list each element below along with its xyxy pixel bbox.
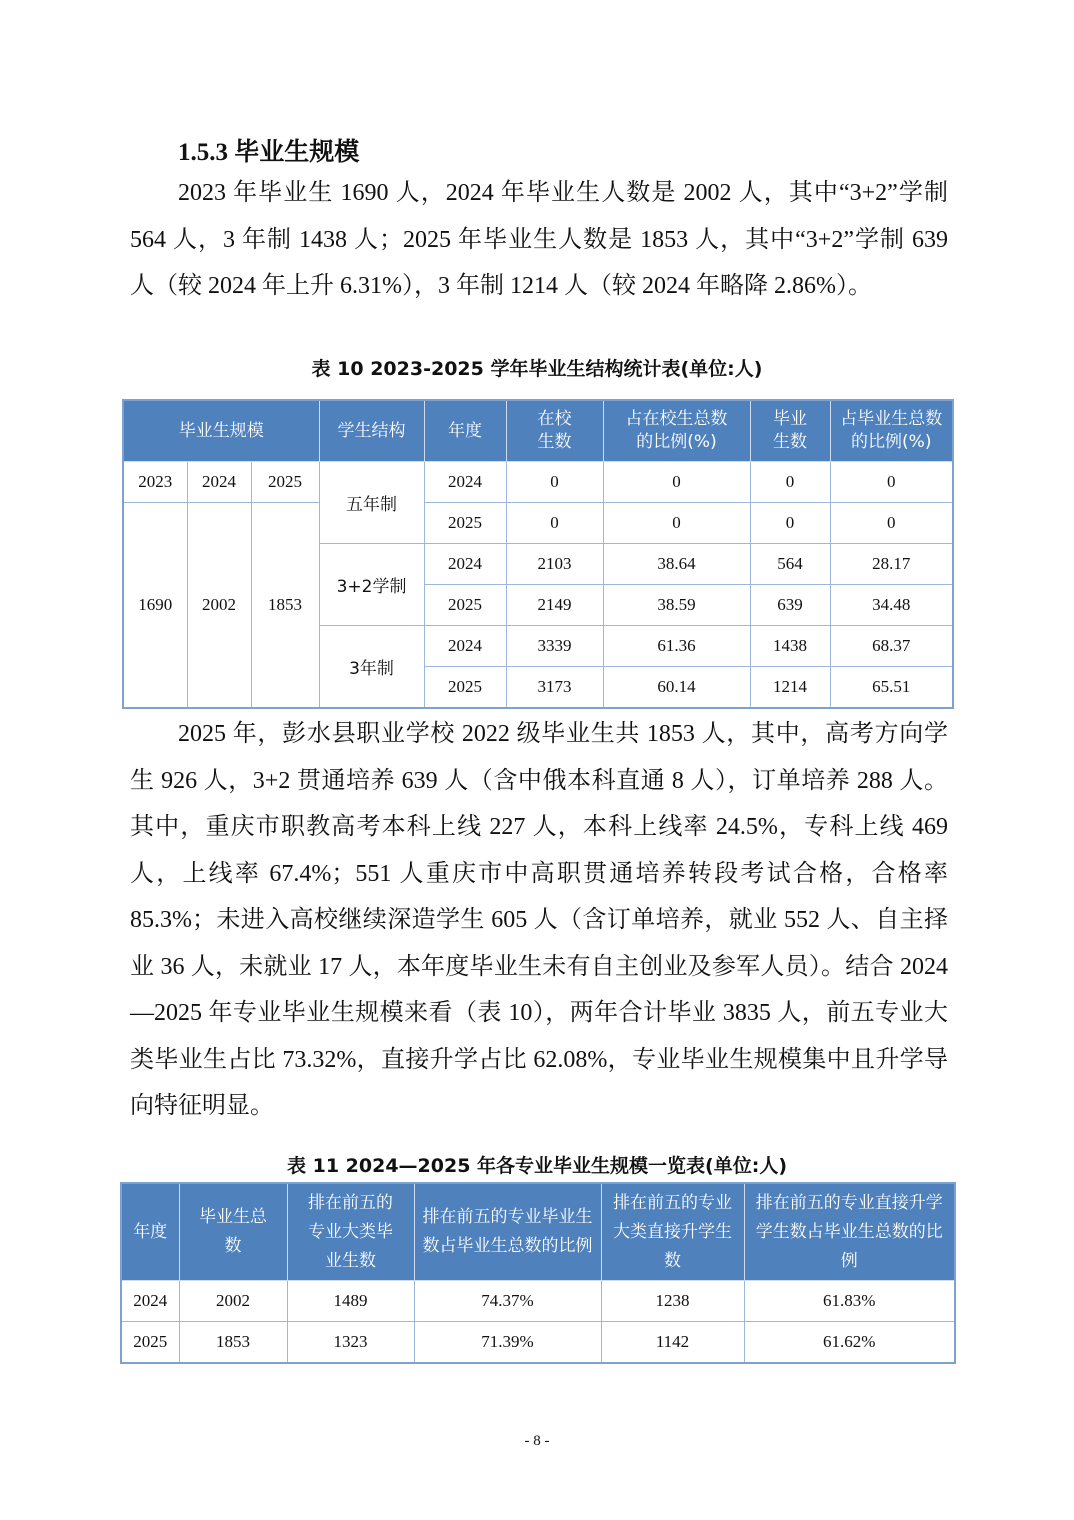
enrolled-ratio-cell: 60.14 (603, 667, 750, 709)
top5-ratio-cell: 74.37% (414, 1281, 601, 1322)
enrolled-ratio-cell: 0 (603, 462, 750, 503)
structure-cell: 3年制 (319, 626, 424, 709)
top5-further-study-ratio-cell: 61.83% (744, 1281, 955, 1322)
header-enrolled-ratio (603, 400, 750, 462)
scale-value-cell: 1690 (123, 503, 187, 709)
year-cell: 2025 (121, 1322, 179, 1364)
table-row (123, 462, 953, 503)
total-graduates-cell: 1853 (179, 1322, 287, 1364)
table10-graduate-structure (122, 399, 954, 709)
scale-year-cell: 2025 (251, 462, 319, 503)
graduates-cell: 0 (750, 462, 830, 503)
header-year: 年度 (121, 1183, 179, 1281)
top5-further-study-ratio-cell: 61.62% (744, 1322, 955, 1364)
graduates-ratio-cell: 65.51 (830, 667, 953, 709)
graduates-cell: 564 (750, 544, 830, 585)
header-graduates-text: 毕业 生数 (773, 409, 808, 452)
enrolled-ratio-cell: 38.64 (603, 544, 750, 585)
top5-further-study-cell: 1142 (601, 1322, 744, 1364)
header-enrolled (506, 400, 603, 462)
header-enrolled-ratio-text: 占在校生总数 的比例(%) (625, 409, 728, 452)
header-graduates-ratio-text: 占毕业生总数 的比例(%) (840, 409, 943, 452)
table-row (121, 1322, 955, 1364)
paragraph-graduate-details (130, 711, 948, 1130)
enrolled-cell: 0 (506, 503, 603, 544)
table11-caption: 表 11 2024—2025 年各专业毕业生规模一览表(单位:人) (286, 1155, 787, 1177)
page-number: - 8 - (524, 1433, 550, 1449)
header-total-graduates: 毕业生总数 (179, 1183, 287, 1281)
table10-caption: 表 10 2023-2025 学年毕业生结构统计表(单位:人) (311, 358, 763, 380)
enrolled-ratio-cell: 0 (603, 503, 750, 544)
enrolled-cell: 2149 (506, 585, 603, 626)
year-cell: 2024 (424, 544, 506, 585)
header-top5-graduates: 排在前五的专业大类毕业生数 (287, 1183, 414, 1281)
paragraph-text: 2023 年毕业生 1690 人，2024 年毕业生人数是 2002 人，其中“3+2”学制 564 人，3 年制 1438 人；2025 年毕业生人数是 1853 人，其中“3+2”学制 639 人（较 2024 年上升 6.31%），3 年制 1214 人（较 2024 年略降 2.86%）。 (130, 180, 948, 299)
header-top5-ratio: 排在前五的专业毕业生数占毕业生总数的比例 (414, 1183, 601, 1281)
table11-major-graduate-scale (120, 1182, 956, 1364)
graduates-ratio-cell: 68.37 (830, 626, 953, 667)
header-top5-further-study-ratio: 排在前五的专业直接升学学生数占毕业生总数的比例 (744, 1183, 955, 1281)
table10-header-row (123, 400, 953, 462)
enrolled-cell: 3339 (506, 626, 603, 667)
paragraph-graduate-summary (130, 170, 948, 310)
enrolled-cell: 2103 (506, 544, 603, 585)
year-cell: 2025 (424, 503, 506, 544)
graduates-cell: 1214 (750, 667, 830, 709)
header-graduates-ratio (830, 400, 953, 462)
table-row (121, 1281, 955, 1322)
header-graduates (750, 400, 830, 462)
scale-value-cell: 1853 (251, 503, 319, 709)
enrolled-cell: 0 (506, 462, 603, 503)
graduates-ratio-cell: 0 (830, 503, 953, 544)
header-enrolled-text: 在校 生数 (537, 409, 572, 452)
graduates-cell: 639 (750, 585, 830, 626)
table-row (123, 503, 953, 544)
year-cell: 2025 (424, 667, 506, 709)
year-cell: 2024 (121, 1281, 179, 1322)
structure-cell: 3+2学制 (319, 544, 424, 626)
top5-graduates-cell: 1323 (287, 1322, 414, 1364)
table11-header-row (121, 1183, 955, 1281)
enrolled-ratio-cell: 38.59 (603, 585, 750, 626)
graduates-ratio-cell: 34.48 (830, 585, 953, 626)
graduates-ratio-cell: 0 (830, 462, 953, 503)
top5-graduates-cell: 1489 (287, 1281, 414, 1322)
header-scale: 毕业生规模 (123, 400, 319, 462)
scale-year-cell: 2024 (187, 462, 251, 503)
graduates-cell: 1438 (750, 626, 830, 667)
scale-value-cell: 2002 (187, 503, 251, 709)
header-structure: 学生结构 (319, 400, 424, 462)
year-cell: 2024 (424, 462, 506, 503)
paragraph-text: 2025 年，彭水县职业学校 2022 级毕业生共 1853 人，其中，高考方向学生 926 人，3+2 贯通培养 639 人（含中俄本科直通 8 人），订单培养 288 人。其中，重庆市职教高考本科上线 227 人，本科上线率 24.5%，专科上线 469 人，上线率 67.4%；551 人重庆市中高职贯通培养转段考试合格，合格率 85.3%；未进入高校继续深造学生 605 人（含订单培养，就业 552 人、自主择业 36 人，未就业 17 人，本年度毕业生未有自主创业及参军人员）。结合 2024—2025 年专业毕业生规模来看（表 10），两年合计毕业 3835 人，前五专业大类毕业生占比 73.32%，直接升学占比 62.08%，专业毕业生规模集中且升学导向特征明显。 (130, 721, 948, 1119)
scale-year-cell: 2023 (123, 462, 187, 503)
enrolled-cell: 3173 (506, 667, 603, 709)
graduates-cell: 0 (750, 503, 830, 544)
year-cell: 2025 (424, 585, 506, 626)
header-top5-further-study: 排在前五的专业大类直接升学生数 (601, 1183, 744, 1281)
total-graduates-cell: 2002 (179, 1281, 287, 1322)
top5-further-study-cell: 1238 (601, 1281, 744, 1322)
top5-ratio-cell: 71.39% (414, 1322, 601, 1364)
year-cell: 2024 (424, 626, 506, 667)
graduates-ratio-cell: 28.17 (830, 544, 953, 585)
structure-cell: 五年制 (319, 462, 424, 544)
header-year: 年度 (424, 400, 506, 462)
enrolled-ratio-cell: 61.36 (603, 626, 750, 667)
section-heading: 1.5.3 毕业生规模 (178, 139, 360, 166)
